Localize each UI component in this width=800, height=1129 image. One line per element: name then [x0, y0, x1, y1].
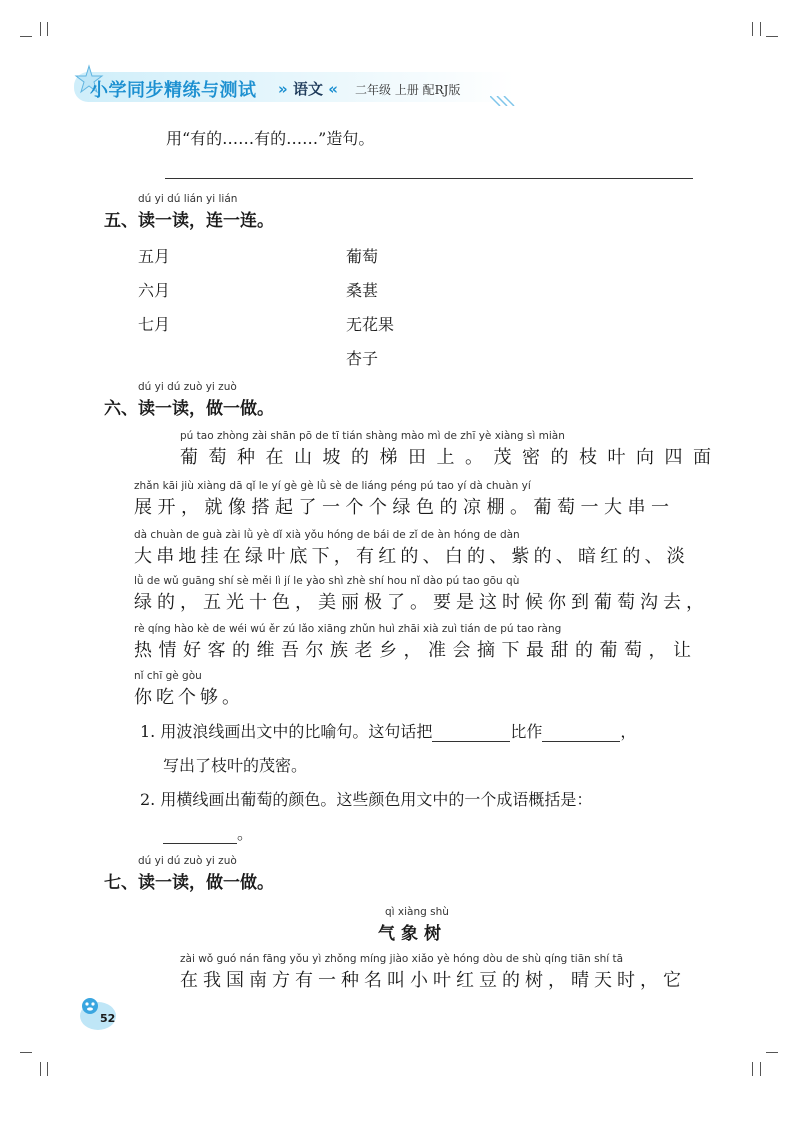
- passage-line: 葡萄种在山坡的梯田上。茂密的枝叶向四面: [180, 447, 722, 468]
- poem-title: 气象树: [378, 924, 447, 944]
- prompt-sentence: 用“有的……有的……”造句。: [166, 129, 375, 148]
- passage-line: 绿的，五光十色，美丽极了。要是这时候你到葡萄沟去，: [134, 592, 709, 613]
- month-item: 五月: [138, 247, 171, 266]
- crop-mark-tr-h: [766, 36, 778, 37]
- question-1-part2: 比作: [510, 722, 543, 741]
- poem-line: 在我国南方有一种名叫小叶红豆的树，晴天时，它: [180, 970, 686, 991]
- page-number: 52: [100, 1012, 116, 1025]
- answer-line: [165, 178, 693, 179]
- poem-line-pinyin: zài wǒ guó nán fāng yǒu yì zhǒng míng jiào xiǎo yè hóng dòu de shù qíng tiān shí tā: [180, 953, 624, 965]
- fruit-item: 桑葚: [346, 281, 379, 300]
- section5-title: 五、读一读，连一连。: [104, 211, 274, 231]
- fruit-item: 葡萄: [346, 247, 379, 266]
- question-1: [140, 719, 636, 742]
- answer-blank-1[interactable]: [432, 725, 510, 742]
- passage-pinyin: rè qíng hào kè de wéi wú ěr zú lǎo xiāng zhǔn huì zhāi xià zuì tián de pú tao ràng: [134, 623, 562, 635]
- fruit-item: 杏子: [346, 349, 379, 368]
- section5-pinyin: dú yi dú lián yi lián: [138, 193, 238, 205]
- passage-line: 展开，就像搭起了一个个绿色的凉棚。葡萄一大串一: [134, 497, 675, 518]
- section7-pinyin: dú yi dú zuò yi zuò: [138, 855, 237, 867]
- question-2: 2. 用横线画出葡萄的颜色。这些颜色用文中的一个成语概括是：: [140, 790, 593, 809]
- section6-title: 六、读一读，做一做。: [104, 399, 274, 419]
- answer-blank-3[interactable]: [163, 827, 237, 844]
- header-stripes: [490, 96, 520, 106]
- section6-pinyin: dú yi dú zuò yi zuò: [138, 381, 237, 393]
- passage-pinyin: dà chuàn de guà zài lǜ yè dǐ xià yǒu hóng de bái de zǐ de àn hóng de dàn: [134, 529, 520, 541]
- passage-pinyin: pú tao zhòng zài shān pō de tī tián shàng mào mì de zhī yè xiàng sì miàn: [180, 430, 565, 442]
- poem-title-pinyin: qì xiàng shù: [385, 906, 449, 918]
- crop-mark-tl-h: [20, 36, 32, 37]
- crop-mark-bl-v1: [40, 1062, 41, 1076]
- passage-line: 大串地挂在绿叶底下，有红的、白的、紫的、暗红的、淡: [134, 546, 689, 567]
- subject-label: » 语文 «: [278, 80, 338, 98]
- section7-title: 七、读一读，做一做。: [104, 873, 274, 893]
- answer-blank-2[interactable]: [542, 725, 620, 742]
- crop-mark-br-v2: [760, 1062, 761, 1076]
- question-2-answer: [163, 821, 253, 844]
- crop-mark-tr-v1: [752, 22, 753, 36]
- crop-mark-bl-v2: [47, 1062, 48, 1076]
- passage-pinyin: lǜ de wǔ guāng shí sè měi lì jí le yào shì zhè shí hou nǐ dào pú tao gōu qù: [134, 575, 520, 587]
- question-1-part1: 1. 用波浪线画出文中的比喻句。这句话把: [140, 722, 433, 741]
- month-item: 七月: [138, 315, 171, 334]
- question-1-line2: 写出了枝叶的茂密。: [163, 756, 308, 775]
- crop-mark-br-v1: [752, 1062, 753, 1076]
- month-item: 六月: [138, 281, 171, 300]
- question-1-part3: ，: [620, 722, 637, 741]
- crop-mark-bl-h: [20, 1052, 32, 1053]
- series-title: 小学同步精练与测试: [90, 80, 257, 101]
- crop-mark-br-h: [766, 1052, 778, 1053]
- question-2-end: 。: [237, 824, 254, 843]
- crop-mark-tl-v2: [47, 22, 48, 36]
- passage-pinyin: zhǎn kāi jiù xiàng dā qǐ le yí gè gè lǜ sè de liáng péng pú tao yí dà chuàn yí: [134, 480, 531, 492]
- subject-text: 语文: [292, 80, 323, 98]
- grade-info: 二年级 上册 配RJ版: [355, 83, 461, 97]
- fruit-item: 无花果: [346, 315, 395, 334]
- crop-mark-tl-v1: [40, 22, 41, 36]
- passage-line: 你吃个够。: [134, 687, 244, 708]
- passage-line: 热情好客的维吾尔族老乡，准会摘下最甜的葡萄，让: [134, 640, 698, 661]
- crop-mark-tr-v2: [760, 22, 761, 36]
- passage-pinyin: nǐ chī gè gòu: [134, 670, 202, 682]
